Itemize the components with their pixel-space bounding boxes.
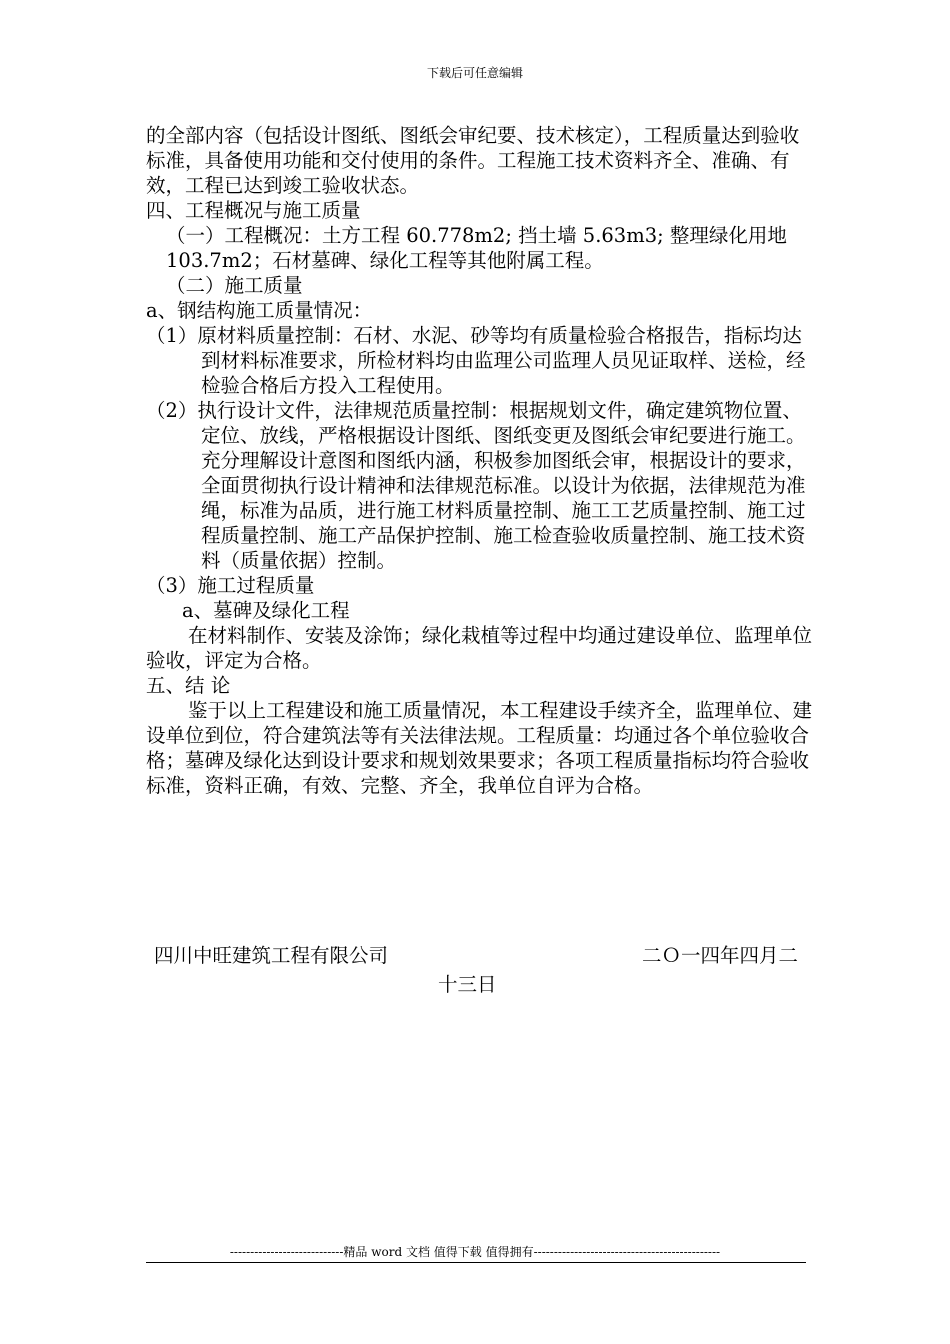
subheading-tomb-greening: a、墓碑及绿化工程 <box>182 599 350 622</box>
date-line-2: 十三日 <box>438 973 497 996</box>
list-item-process-quality: （3）施工过程质量 <box>146 574 315 597</box>
footer-divider <box>146 1262 806 1263</box>
subheading-construction-quality: （二）施工质量 <box>166 274 303 297</box>
section-heading-5: 五、结 论 <box>146 674 231 697</box>
paragraph-conclusion: 鉴于以上工程建设和施工质量情况，本工程建设手续齐全，监理单位、建设单位到位，符合建筑法等有关法律法规。工程质量：均通过各个单位验收合格；墓碑及绿化达到设计要求和规划效果要求；各项工程质量指标均符合验收标准，资料正确，有效、完整、齐全，我单位自评为合格。 <box>146 699 813 797</box>
list-item-design-execution: （2）执行设计文件，法律规范质量控制：根据规划文件，确定建筑物位置、定位、放线，严格根据设计图纸、图纸变更及图纸会审纪要进行施工。充分理解设计意图和图纸内涵，积极参加图纸会审，根据设计的要求，全面贯彻执行设计精神和法律规范标准。以设计为依据，法律规范为准绳，标准为品质，进行施工材料质量控制、施工工艺质量控制、施工过程质量控制、施工产品保护控制、施工检查验收质量控制、施工技术资料（质量依据）控制。 <box>146 399 806 572</box>
subheading-steel-structure: a、钢结构施工质量情况： <box>146 299 373 322</box>
paragraph-acceptance: 在材料制作、安装及涂饰；绿化栽植等过程中均通过建设单位、监理单位验收，评定为合格。 <box>146 624 813 672</box>
document-body <box>146 123 818 798</box>
section-heading-4: 四、工程概况与施工质量 <box>146 199 361 222</box>
paragraph-project-overview: （一）工程概况：土方工程 60.778m2; 挡土墙 5.63m3; 整理绿化用地 103.7m2；石材墓碑、绿化工程等其他附属工程。 <box>166 224 787 272</box>
company-name: 四川中旺建筑工程有限公司 <box>154 944 389 967</box>
page-footer: ----------------------------精品 word 文档 值得下载 值得拥有---------------------------------------------- <box>229 1245 721 1259</box>
signature-block <box>146 943 806 1003</box>
paragraph-continuation: 的全部内容（包括设计图纸、图纸会审纪要、技术核定），工程质量达到验收标准，具备使用功能和交付使用的条件。工程施工技术资料齐全、准确、有效，工程已达到竣工验收状态。 <box>146 124 800 197</box>
page-header: 下载后可任意编辑 <box>426 66 523 80</box>
list-item-raw-material: （1）原材料质量控制：石材、水泥、砂等均有质量检验合格报告，指标均达到材料标准要求，所检材料均由监理公司监理人员见证取样、送检，经检验合格后方投入工程使用。 <box>146 324 806 397</box>
date-line-1: 二Ｏ一四年四月二 <box>641 944 798 967</box>
